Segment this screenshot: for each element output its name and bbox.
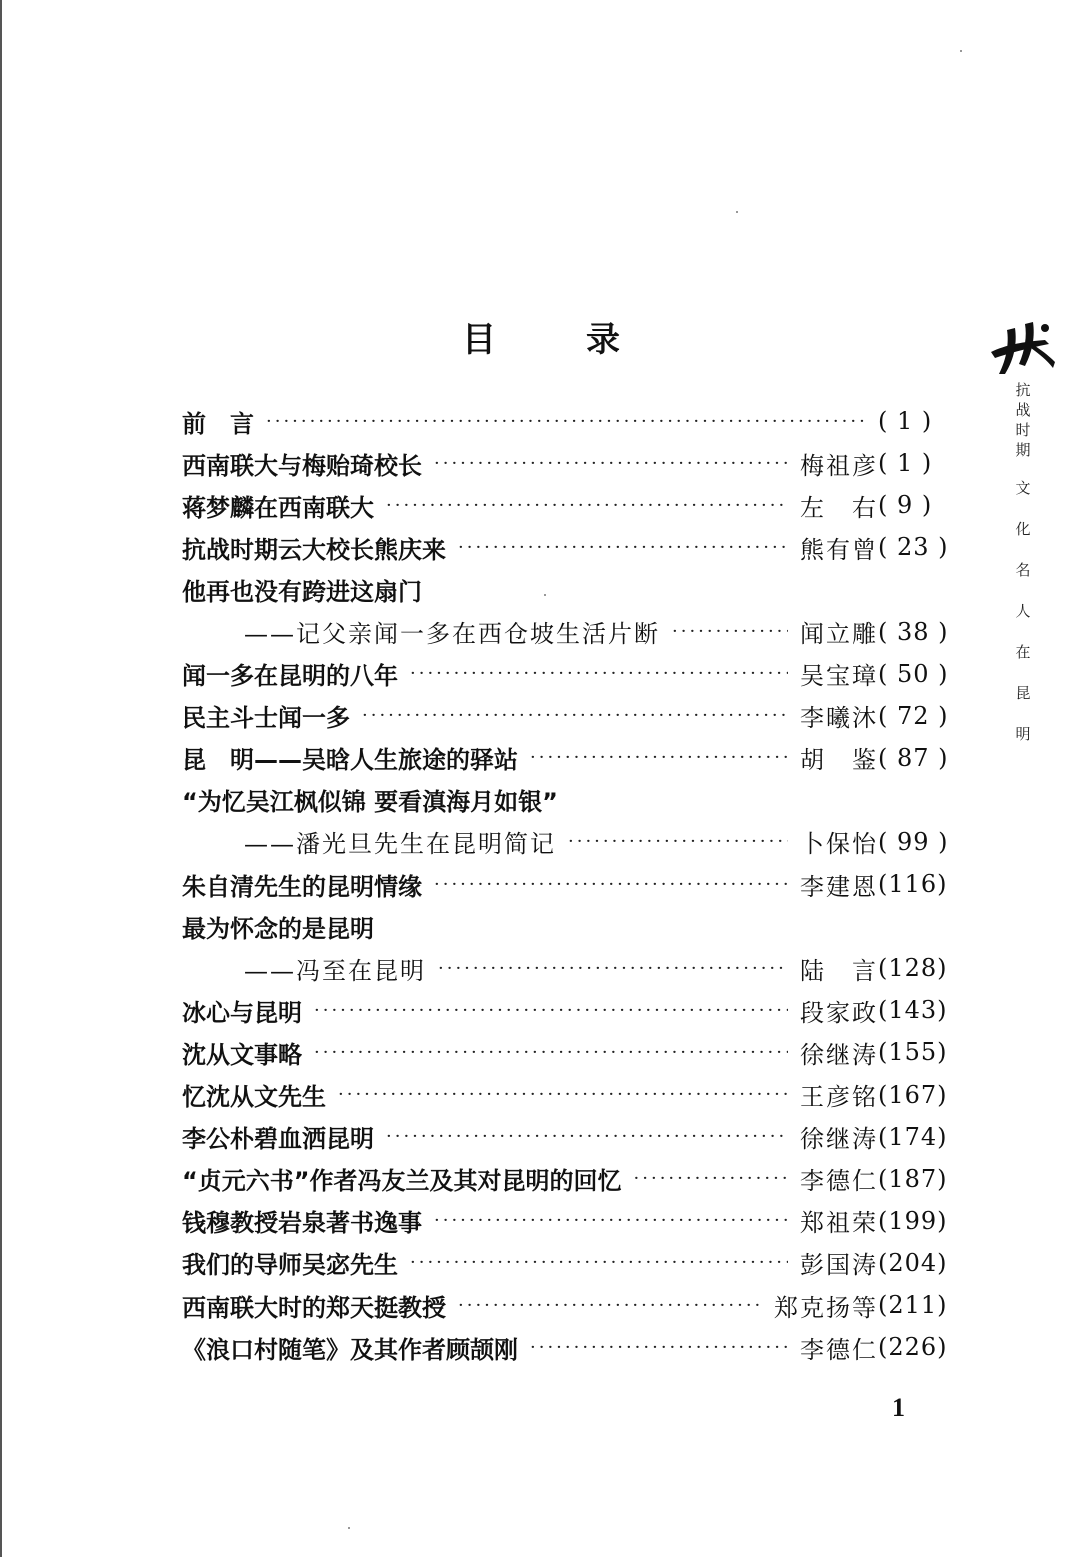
scan-speck (736, 211, 738, 213)
side-title-char: 战 (1015, 401, 1031, 419)
dot-leader (434, 453, 788, 474)
toc-entry-author: 王彦铭 (800, 1083, 878, 1112)
toc-entry (182, 568, 942, 610)
toc-entry (182, 526, 949, 568)
toc-entry (182, 821, 949, 863)
toc-entry-author: 熊有曾 (800, 535, 878, 564)
toc-entry (182, 947, 948, 989)
scan-speck (960, 50, 962, 52)
side-title-char: 时 (1015, 421, 1031, 439)
toc-entry-page: (204) (878, 1248, 948, 1277)
side-title-char: 名 (1015, 561, 1031, 579)
toc-entry-title: 最为怀念的是昆明 (182, 914, 374, 943)
toc-entry-page: (211) (878, 1291, 948, 1320)
toc-entry (182, 400, 942, 442)
title-char-left: 目 (462, 320, 498, 360)
page-number: 1 (892, 1393, 905, 1422)
toc-entry-author: 段家政 (800, 998, 878, 1027)
toc-entry-page: ( 87 ) (878, 743, 949, 772)
toc-entry-subtitle: ——冯至在昆明 (244, 956, 426, 985)
side-title-char: 人 (1015, 602, 1031, 620)
page-title (462, 312, 622, 361)
toc-entry-page: (167) (878, 1080, 948, 1109)
toc-entry (182, 905, 942, 947)
toc-entry (182, 653, 949, 695)
toc-entry-title: 李公朴碧血洒昆明 (182, 1125, 374, 1154)
side-title-char: 明 (1015, 725, 1031, 743)
dot-leader (386, 495, 788, 516)
toc-entry-title: 朱自清先生的昆明情缘 (182, 872, 422, 901)
toc-entry-author: 李德仁 (800, 1167, 878, 1196)
toc-entry-page: (116) (878, 870, 948, 899)
toc-entry-title: “贞元六书”作者冯友兰及其对昆明的回忆 (182, 1167, 622, 1196)
toc-entry (182, 442, 942, 484)
toc-entry (182, 989, 948, 1031)
toc-entry-page: ( 99 ) (878, 827, 949, 856)
toc-entry-author: 徐继涛 (800, 1040, 878, 1069)
toc-entry (182, 1242, 948, 1284)
table-of-contents (182, 400, 949, 1368)
toc-entry-author: 吴宝璋 (800, 662, 878, 691)
dot-leader (362, 705, 788, 726)
side-title-char: 期 (1015, 441, 1031, 459)
dot-leader (386, 1126, 788, 1147)
toc-entry-page: ( 23 ) (878, 533, 949, 562)
dot-leader (410, 1252, 788, 1273)
toc-entry-author: 李建恩 (800, 872, 878, 901)
toc-entry-page: ( 1 ) (878, 449, 933, 478)
toc-entry (182, 863, 948, 905)
toc-entry (182, 1074, 948, 1116)
toc-entry-page: ( 50 ) (878, 659, 949, 688)
toc-entry-title: 《浪口村随笔》及其作者顾颉刚 (182, 1335, 518, 1364)
toc-entry (182, 737, 949, 779)
toc-entry-title: 闻一多在昆明的八年 (182, 662, 398, 691)
dot-leader (266, 411, 866, 432)
toc-entry-title: 西南联大与梅贻琦校长 (182, 451, 422, 480)
toc-entry-title: 冰心与昆明 (182, 998, 302, 1027)
dot-leader (634, 1168, 788, 1189)
brush-logo-icon (985, 318, 1057, 378)
dot-leader (530, 1337, 788, 1358)
toc-entry-title: 我们的导师吴宓先生 (182, 1251, 398, 1280)
dot-leader (314, 1042, 788, 1063)
toc-entry-author: 左 右 (800, 493, 878, 522)
toc-entry-page: ( 1 ) (878, 407, 933, 436)
toc-entry-title: 沈从文事略 (182, 1040, 302, 1069)
toc-entry-title: 前 言 (182, 409, 254, 438)
toc-entry-page: ( 38 ) (878, 617, 949, 646)
toc-entry-page: (174) (878, 1122, 948, 1151)
toc-entry-author: 李曦沐 (800, 704, 878, 733)
side-title-char: 文 (1015, 479, 1031, 497)
toc-entry-author: 郑克扬等 (774, 1293, 878, 1322)
toc-entry-author: 彭国涛 (800, 1251, 878, 1280)
toc-entry-title: 钱穆教授岩泉著书逸事 (182, 1209, 422, 1238)
dot-leader (458, 1295, 762, 1316)
dot-leader (568, 831, 788, 852)
toc-entry-subtitle: ——潘光旦先生在昆明简记 (244, 830, 556, 859)
dot-leader (530, 747, 788, 768)
toc-entry-title: 昆 明——吴晗人生旅途的驿站 (182, 746, 518, 775)
page-edge (0, 0, 2, 1557)
toc-entry-subtitle: ——记父亲闻一多在西仓坡生活片断 (244, 620, 660, 649)
dot-leader (338, 1084, 788, 1105)
scan-speck (348, 1527, 350, 1529)
dot-leader (434, 1210, 788, 1231)
side-title-char: 在 (1015, 643, 1031, 661)
toc-entry-title: “为忆吴江枫似锦 要看滇海月如银” (182, 788, 558, 817)
toc-entry (182, 610, 949, 652)
toc-entry-page: (226) (878, 1333, 948, 1362)
toc-entry (182, 1200, 948, 1242)
toc-entry (182, 779, 942, 821)
toc-entry-author: 郑祖荣 (800, 1209, 878, 1238)
toc-entry (182, 1031, 948, 1073)
toc-entry-author: 胡 鉴 (800, 746, 878, 775)
toc-entry-author: 陆 言 (800, 956, 878, 985)
dot-leader (410, 663, 788, 684)
toc-entry-title: 蒋梦麟在西南联大 (182, 493, 374, 522)
toc-entry-page: ( 9 ) (878, 491, 933, 520)
toc-entry-page: (155) (878, 1038, 948, 1067)
side-title-char: 昆 (1015, 684, 1031, 702)
toc-entry-author: 梅祖彦 (800, 451, 878, 480)
toc-entry-title: 民主斗士闻一多 (182, 704, 350, 733)
toc-entry-page: (199) (878, 1206, 948, 1235)
toc-entry (182, 1116, 948, 1158)
side-title-char: 抗 (1015, 381, 1031, 399)
dot-leader (434, 874, 788, 895)
toc-entry-title: 忆沈从文先生 (182, 1083, 326, 1112)
toc-entry-author: 徐继涛 (800, 1125, 878, 1154)
toc-entry-author: 闻立雕 (800, 620, 878, 649)
toc-entry (182, 1284, 948, 1326)
book-series-vertical-title (1008, 380, 1038, 755)
dot-leader (672, 621, 788, 642)
toc-entry (182, 695, 949, 737)
dot-leader (458, 537, 788, 558)
toc-entry-page: (143) (878, 996, 948, 1025)
title-char-right: 录 (586, 320, 622, 360)
toc-entry-title: 他再也没有跨进这扇门 (182, 577, 422, 606)
toc-entry-title: 抗战时期云大校长熊庆来 (182, 535, 446, 564)
toc-entry (182, 1158, 948, 1200)
side-title-char: 化 (1015, 520, 1031, 538)
toc-entry-page: (187) (878, 1164, 948, 1193)
toc-entry-page: (128) (878, 954, 948, 983)
toc-entry-page: ( 72 ) (878, 701, 949, 730)
toc-entry (182, 1326, 948, 1368)
scan-speck (544, 594, 546, 596)
toc-entry (182, 484, 942, 526)
toc-entry-title: 西南联大时的郑天挺教授 (182, 1293, 446, 1322)
toc-entry-author: 李德仁 (800, 1335, 878, 1364)
toc-entry-author: 卜保怡 (800, 830, 878, 859)
dot-leader (314, 1000, 788, 1021)
dot-leader (438, 958, 788, 979)
